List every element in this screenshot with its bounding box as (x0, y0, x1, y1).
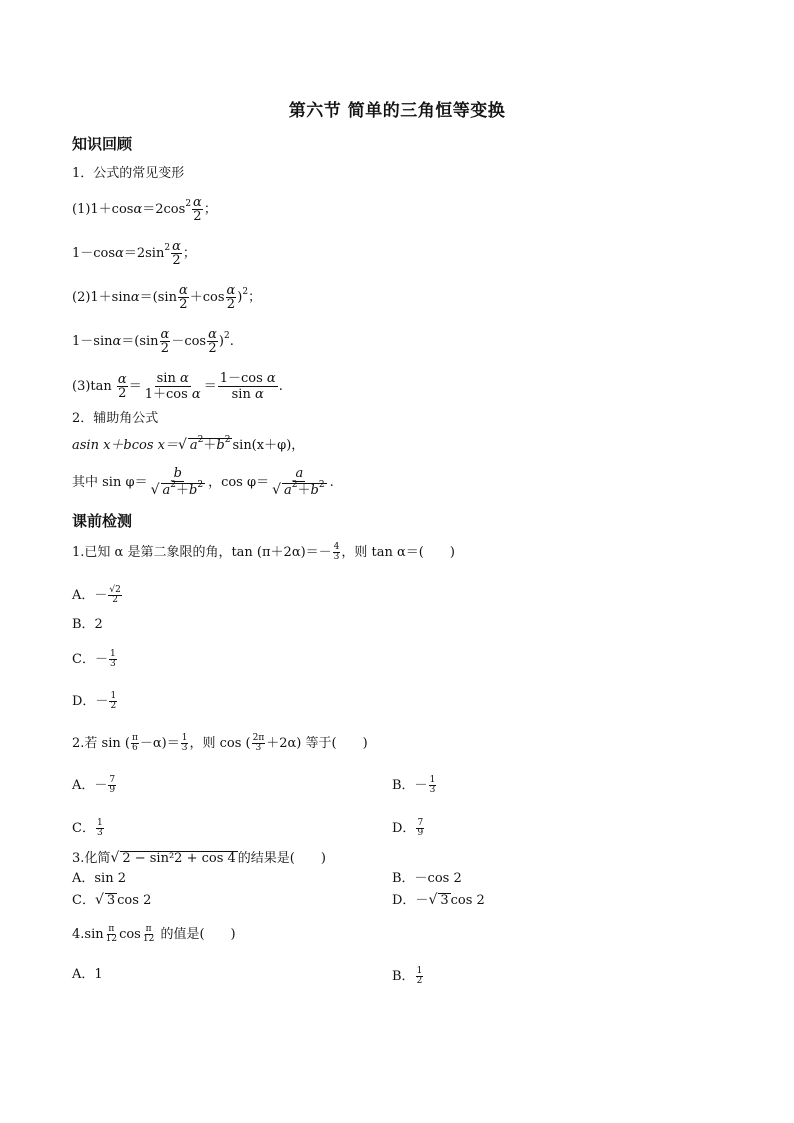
question-4-stem: 4.sin $\frac{\pi}{12}$ cos $\frac{\pi}{12}$ 的值是( ) (72, 924, 236, 944)
question-2-option-a[interactable]: A．－ $\frac{7}{9}$ (72, 775, 116, 795)
question-2-option-b[interactable]: B．－ $\frac{1}{3}$ (392, 775, 436, 795)
review-item-2: 2．辅助角公式 (72, 411, 159, 426)
formula-4: 1－sinα＝(sin $\frac{\alpha}{2}$ －cos $\frac{\alpha}{2}$ )$^2$. (72, 327, 234, 356)
formula-1: $(1)1+\cos\alpha=2\cos^2$ $\frac{\alpha}{2}$ ； (72, 195, 217, 224)
question-1-option-d[interactable]: D．－ $\frac{1}{2}$ (72, 691, 117, 711)
page-title: 第六节 简单的三角恒等变换 (288, 101, 506, 121)
question-4-option-b[interactable]: B． $\frac{1}{2}$ (392, 966, 423, 986)
question-3-option-b[interactable]: B．－cos 2 (392, 871, 462, 886)
question-3-option-d[interactable]: D．－√ 3 cos 2 (392, 892, 485, 908)
aux-angle-formula: asin x＋bcos x＝√ $a^2+b^2$ sin(x＋φ)， (72, 435, 305, 453)
question-3-option-a[interactable]: A．sin 2 (72, 871, 126, 886)
formula-2: $1-\cos\alpha=2\sin^2$ $\frac{\alpha}{2}$ ； (72, 239, 196, 268)
formula-5: (3)tan $\frac{\alpha}{2}$ ＝ $\frac{\text{sin α}}{\text{1＋cos α}}$ ＝ $\frac{\text{1－cos α}}{\text{sin α}}$ . (72, 371, 283, 402)
question-3-stem: 3.化简√ 2 − sin²2 + cos 4 的结果是( ) (72, 850, 326, 866)
aux-angle-where: 其中 sin φ＝ $\frac{b}{√ a^2+b^2}$ ，cos φ＝ $\frac{a}{√ a^2+b^2}$ . (72, 466, 334, 498)
formula-3: (2)1＋sinα＝(sin $\frac{\alpha}{2}$ ＋cos $\frac{\alpha}{2}$ )$^2$； (72, 283, 262, 312)
question-3-option-c[interactable]: C．√ 3 cos 2 (72, 892, 152, 908)
question-1-option-c[interactable]: C．－ $\frac{1}{3}$ (72, 649, 116, 669)
review-item-1: 1．公式的常见变形 (72, 166, 185, 181)
section-heading-pretest: 课前检测 (72, 512, 133, 530)
question-1-option-a[interactable]: A．－ $\frac{√2}{2}$ (72, 585, 121, 605)
question-2-stem: 2.若 sin ( $\frac{\pi}{6}$ －α)＝ $\frac{1}{3}$ ，则 cos ( $\frac{2\pi}{3}$ ＋2α) 等于( ) (72, 733, 368, 753)
question-2-option-d[interactable]: D． $\frac{7}{9}$ (392, 818, 424, 838)
question-4-option-a[interactable]: A．1 (72, 967, 103, 982)
question-1-stem: 1.已知 α 是第二象限的角，tan (π＋2α)＝－ $\frac{4}{3}$ ，则 tan α＝( ) (72, 542, 455, 562)
section-heading-review: 知识回顾 (72, 135, 133, 153)
question-1-option-b[interactable]: B．2 (72, 617, 103, 632)
question-2-option-c[interactable]: C． $\frac{1}{3}$ (72, 818, 103, 838)
